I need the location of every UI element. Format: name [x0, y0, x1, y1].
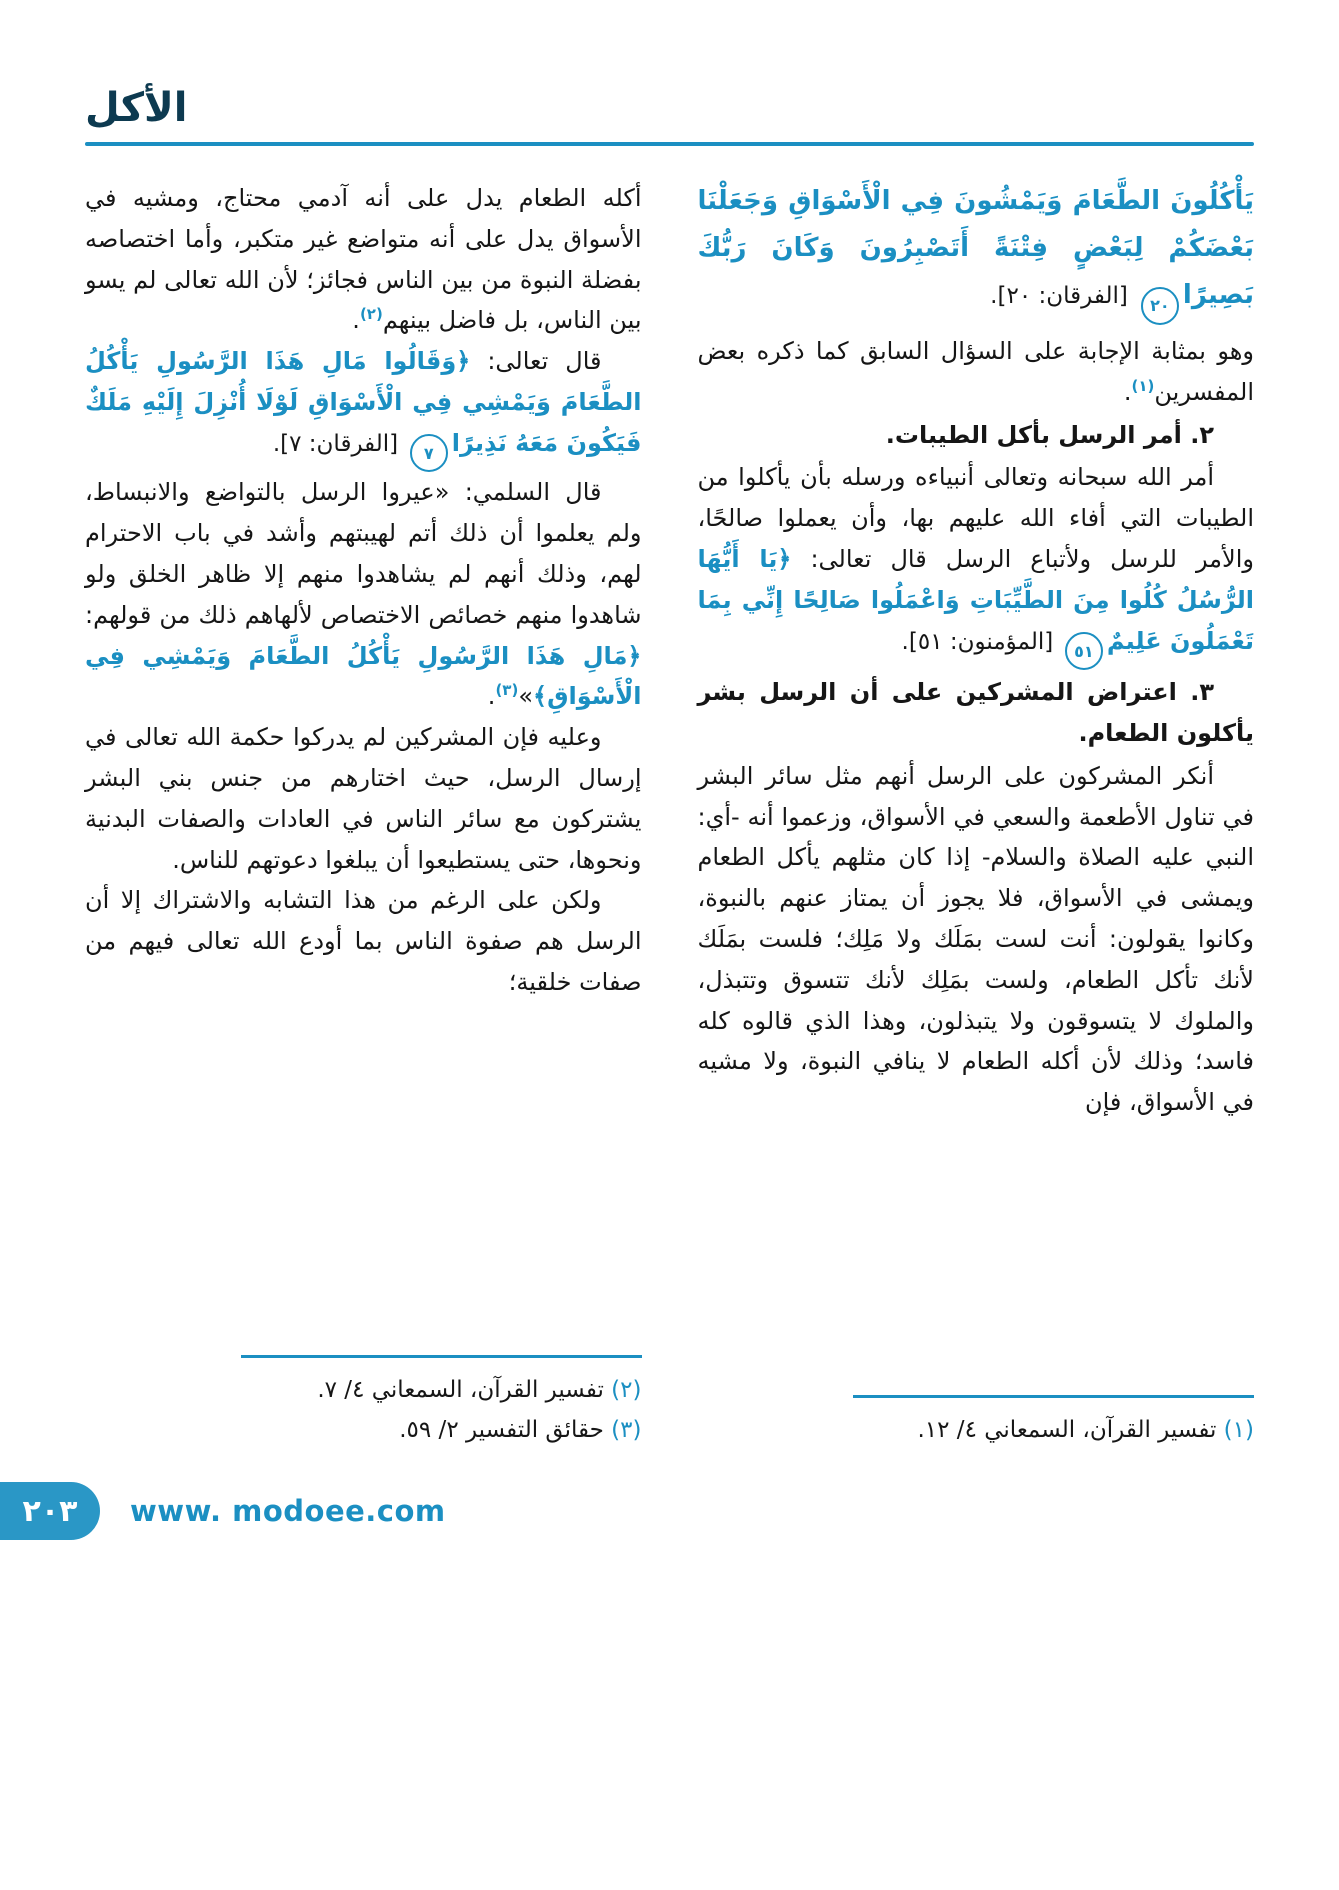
verse-text: يَأْكُلُونَ الطَّعَامَ وَيَمْشُونَ فِي الْأَسْوَاقِ وَجَعَلْنَا بَعْضَكُمْ لِبَعْضٍ فِتْنَةً أَتَصْبِرُونَ وَكَانَ رَبُّكَ بَصِيرًا: [697, 186, 1254, 310]
paragraph-text: قال السلمي: «عيروا الرسل بالتواضع والانبساط، ولم يعلموا أن ذلك أتم لهيبتهم وأشد في باب الاحترام لهم، وذلك أنهم لم يشاهدوا منهم إلا ظاهر الخلق ولو شاهدوا منهم خصائص الاختصاص لألهاهم ذلك من قولهم:: [85, 478, 642, 629]
paragraph-answer-note: [698, 331, 1255, 413]
footnote-number: (١): [1223, 1416, 1254, 1443]
paragraph-wisdom-of-sending: وعليه فإن المشركين لم يدركوا حكمة الله تعالى في إرسال الرسل، حيث اختارهم من جنس بني البشر يشتركون مع سائر الناس في العادات والصفات البدنية ونحوها، حتى يستطيعوا أن يبلغوا دعوتهم للناس.: [85, 723, 642, 874]
footnote-text: حقائق التفسير ٢/ ٥٩.: [399, 1416, 604, 1443]
ayah-number-badge: ٧: [410, 434, 448, 472]
footnotes-right: [698, 1395, 1255, 1450]
page-number-badge: [0, 1482, 100, 1540]
footnote-number: (٢): [611, 1376, 642, 1403]
footnote-ref-3: (٣): [495, 681, 519, 700]
paragraph-command-to-messengers: [698, 457, 1255, 670]
paragraph-messengers-elite: ولكن على الرغم من هذا التشابه والاشتراك إلا أن الرسل هم صفوة الناس بما أودع الله تعالى فيهم من صفات خلقية؛: [85, 886, 642, 996]
verse-reference: [الفرقان: ٢٠].: [990, 282, 1128, 309]
footnote-number: (٣): [611, 1416, 642, 1443]
quote-close: »: [518, 682, 533, 711]
verse-text-inline: ﴿وَقَالُوا مَالِ هَذَا الرَّسُولِ يَأْكُلُ الطَّعَامَ وَيَمْشِي فِي الْأَسْوَاقِ لَوْلَا أُنْزِلَ إِلَيْهِ مَلَكٌ فَيَكُونَ مَعَهُ نَذِيرًا: [85, 347, 642, 457]
paragraph-text: وهو بمثابة الإجابة على السؤال السابق كما ذكره بعض المفسرين: [697, 337, 1254, 406]
content-columns: [85, 178, 1254, 1450]
paragraph-text: قال تعالى:: [470, 347, 602, 376]
paragraph-text: أمر الله سبحانه وتعالى أنبياءه ورسله بأن يأكلوا من الطيبات التي أفاء الله عليهم بها، وأن يعملوا صالحًا، والأمر للرسل ولأتباع الرسل قال تعالى:: [697, 463, 1254, 573]
paragraph-text: أكله الطعام يدل على أنه آدمي محتاج، ومشيه في الأسواق يدل على أنه متواضع غير متكبر، وأما اختصاصه بفضلة النبوة من بين الناس فجائز؛ لأن الله تعالى لم يسو بين الناس، بل فاضل بينهم: [85, 184, 642, 335]
paragraph-verse-furqan-7: [85, 341, 642, 472]
footnote-3: [85, 1410, 642, 1450]
footnote-divider: [853, 1395, 1254, 1398]
period: .: [487, 682, 496, 711]
paragraph-eating-humanity: [85, 178, 642, 341]
page-number: ٢٠٣: [22, 1493, 78, 1529]
footnote-2: [85, 1370, 642, 1410]
header-divider: [85, 142, 1254, 146]
footnote-ref-1: (١): [1131, 376, 1155, 395]
verse-block-furqan-20: [698, 178, 1255, 325]
footnote-text: تفسير القرآن، السمعاني ٤/ ٧.: [317, 1376, 604, 1403]
period: .: [1123, 377, 1132, 406]
column-left: [85, 178, 642, 1450]
page-header: [85, 84, 1254, 146]
page-title: الأكل: [85, 85, 188, 131]
verse-text-inline: ﴿يَا أَيُّهَا الرُّسُلُ كُلُوا مِنَ الطَّيِّبَاتِ وَاعْمَلُوا صَالِحًا إِنِّي بِمَا تَعْمَلُونَ عَلِيمٌ: [697, 544, 1254, 655]
section-heading-3: ٣. اعتراض المشركين على أن الرسل بشر يأكلون الطعام.: [697, 678, 1254, 747]
paragraph-objection: أنكر المشركون على الرسل أنهم مثل سائر البشر في تناول الأطعمة والسعي في الأسواق، وزعموا أنه -أي: النبي عليه الصلاة والسلام- إذا كان مثلهم يأكل الطعام ويمشى في الأسواق، فلا يجوز أن يمتاز عنهم بالنبوة، وكانوا يقولون: أنت لست بمَلَك ولا مَلِك؛ فلست بمَلَك لأنك تأكل الطعام، ولست بمَلِك لأنك تتسوق وتتبذل، والملوك لا يتسوقون ولا يتبذلون، وهذا الذي قالوه كله فاسد؛ وذلك لأن أكله الطعام لا ينافي النبوة، ولا مشيه في الأسواق، فإن: [697, 761, 1254, 1117]
footnote-ref-2: (٢): [359, 305, 383, 324]
ayah-number-badge: ٢٠: [1141, 287, 1179, 325]
ayah-number-badge: ٥١: [1065, 632, 1103, 670]
paragraph-sulami-quote: [85, 472, 642, 717]
footnote-divider: [241, 1355, 642, 1358]
footnotes-left: [85, 1355, 642, 1451]
website-link[interactable]: www. modoee.com: [130, 1494, 446, 1528]
section-heading-2: ٢. أمر الرسل بأكل الطيبات.: [885, 420, 1214, 449]
verse-text-inline: ﴿مَالِ هَذَا الرَّسُولِ يَأْكُلُ الطَّعَامَ وَيَمْشِي فِي الْأَسْوَاقِ﴾: [85, 641, 642, 711]
period: .: [352, 306, 360, 335]
footnote-1: [698, 1410, 1255, 1450]
verse-reference: [المؤمنون: ٥١].: [901, 628, 1054, 655]
verse-reference: [الفرقان: ٧].: [272, 430, 399, 457]
footnote-text: تفسير القرآن، السمعاني ٤/ ١٢.: [917, 1416, 1217, 1443]
column-right: [698, 178, 1255, 1450]
